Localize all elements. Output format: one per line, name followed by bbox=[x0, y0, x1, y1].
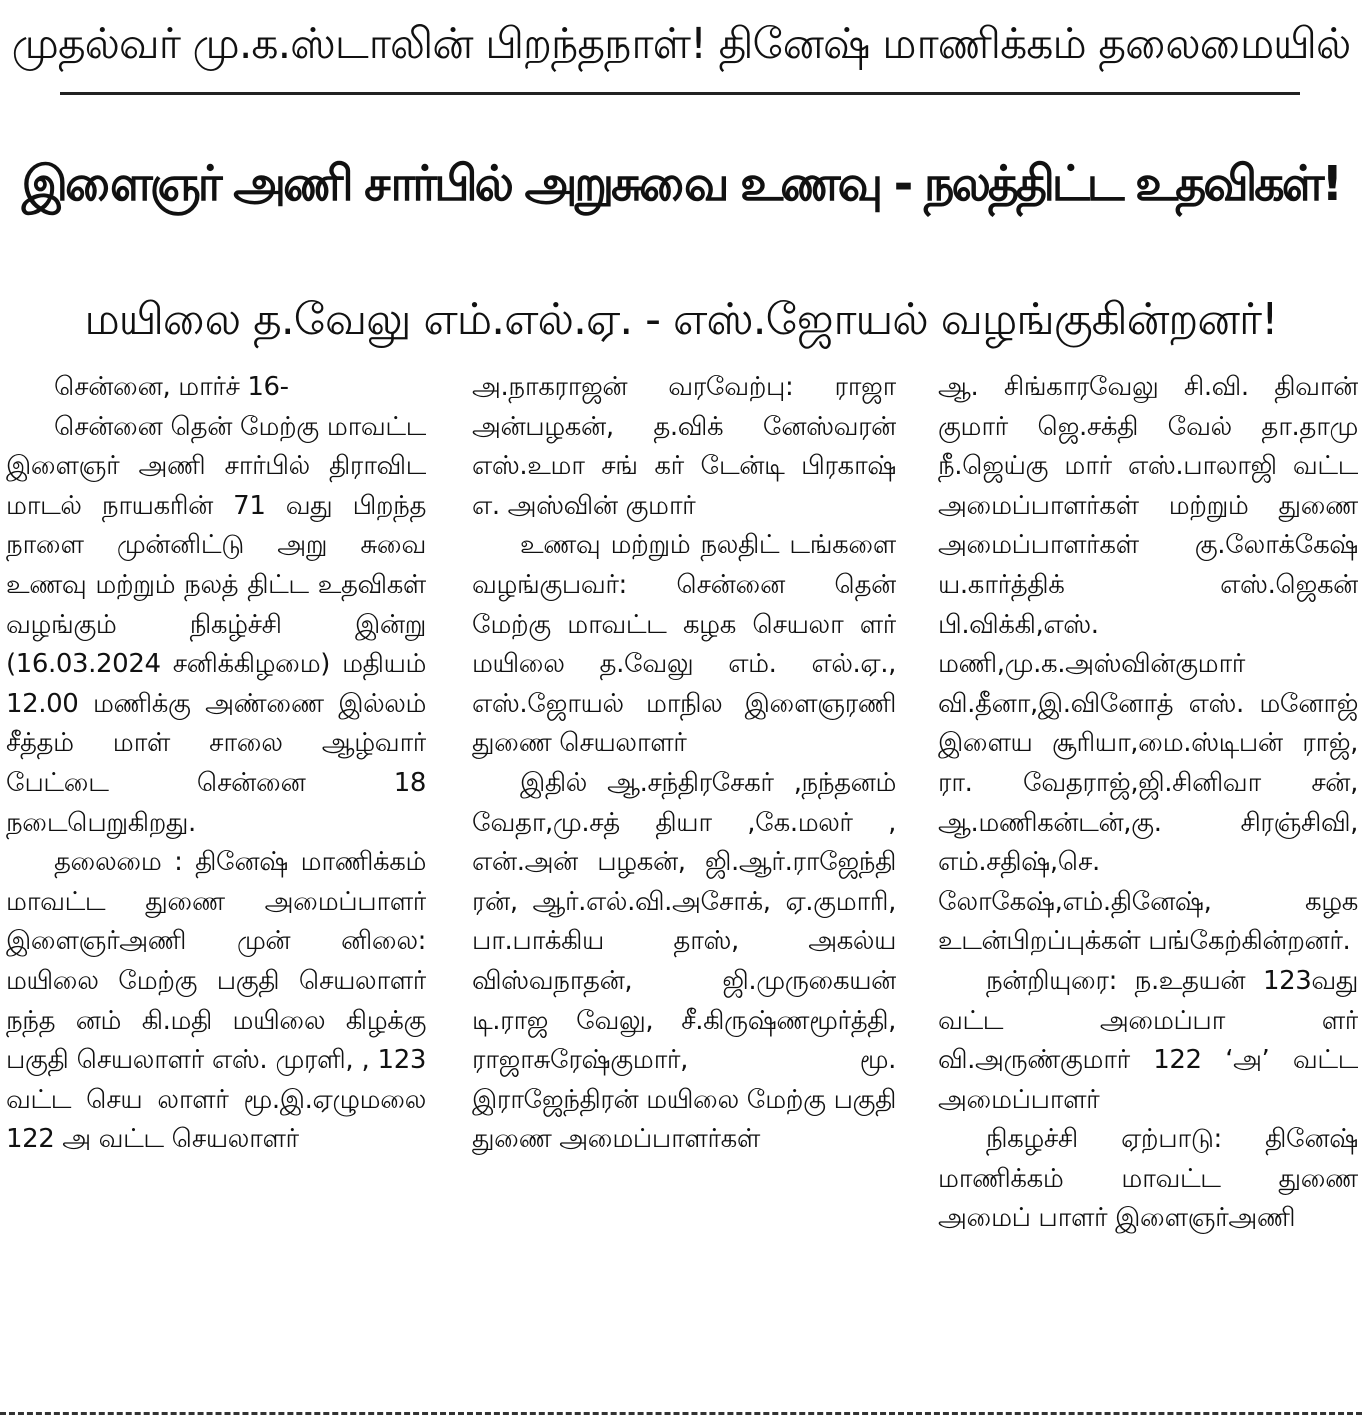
kicker-headline: முதல்வர் மு.க.ஸ்டாலின் பிறந்தநாள்! தினேஷ் மாணிக்கம் தலைமையில் bbox=[11, 19, 1351, 69]
article-paragraph: நன்றியுரை: ந.உதயன் 123வது வட்ட அமைப்பா ளர் வி.அருண்குமார் 122 ‘அ’ வட்ட அமைப்பாளர் bbox=[938, 965, 1358, 1115]
article-paragraph: அ.நாகராஜன் வரவேற்பு: ராஜா அன்பழகன், த.விக் னேஸ்வரன் எஸ்.உமா சங் கர் டேன்டி பிரகாஷ் எ. அஸ்வின் குமார் bbox=[472, 372, 896, 521]
article-column-2 bbox=[472, 368, 896, 1402]
article-paragraph: சென்னை தென் மேற்கு மாவட்ட இளைஞர் அணி சார்பில் திராவிட மாடல் நாயகரின் 71 வது பிறந்த நாளை முன்னிட்டு அறு சுவை உணவு மற்றும் நலத் திட்ட உதவிகள் வழங்கும் நிகழ்ச்சி இன்று (16.03.2024 சனிக்கிழமை) மதியம் 12.00 மணிக்கு அண்ணை இல்லம் சீத்தம் மாள் சாலை ஆழ்வார் பேட்டை சென்னை 18 நடைபெறுகிறது. bbox=[6, 411, 426, 838]
article-paragraph: நிகழச்சி ஏற்பாடு: தினேஷ் மாணிக்கம் மாவட்ட துணை அமைப் பாளர் இளைஞர்அணி bbox=[938, 1124, 1358, 1234]
article-column-1 bbox=[6, 368, 426, 1402]
headline-rule bbox=[60, 92, 1300, 95]
sub-headline: மயிலை த.வேலு எம்.எல்.ஏ. - எஸ்.ஜோயல் வழங்குகின்றனர்! bbox=[84, 294, 1278, 345]
article-column-3 bbox=[938, 368, 1358, 1402]
article-paragraph: தலைமை : தினேஷ் மாணிக்கம் மாவட்ட துணை அமைப்பாளர் இளைஞர்அணி முன் னிலை: மயிலை மேற்கு பகுதி செயலாளர் நந்த னம் கி.மதி மயிலை கிழக்கு பகுதி செயலாளர் எஸ். முரளி, , 123 வட்ட செய லாளர் மூ.இ.ஏழுமலை 122 அ வட்ட செயலாளர் bbox=[6, 847, 426, 1155]
main-headline: இளைஞர் அணி சார்பில் அறுசுவை உணவு - நலத்திட்ட உதவிகள்! bbox=[21, 156, 1341, 212]
bottom-dashed-border bbox=[0, 1412, 1362, 1415]
article-paragraph: உணவு மற்றும் நலதிட் டங்களை வழங்குபவர்: சென்னை தென் மேற்கு மாவட்ட கழக செயலா ளர் மயிலை த.வேலு எம். எல்.ஏ., எஸ்.ஜோயல் மாநில இளைஞரணி துணை செயலாளர் bbox=[472, 530, 896, 759]
dateline-paragraph: சென்னை, மார்ச் 16- bbox=[54, 372, 289, 402]
article-paragraph: ஆ. சிங்காரவேலு சி.வி. திவான் குமார் ஜெ.சக்தி வேல் தா.தாமு நீ.ஜெய்கு மார் எஸ்.பாலாஜி வட்ட அமைப்பாளர்கள் மற்றும் துணை அமைப்பாளர்கள் கு.லோக்கேஷ் ய.கார்த்திக் எஸ்.ஜெகன் பி.விக்கி,எஸ். மணி,மு.க.அஸ்வின்குமார் வி.தீனா,இ.வினோத் எஸ். மனோஜ் இளைய சூரியா,மை.ஸ்டிபன் ராஜ், ரா. வேதராஜ்,ஜி.சினிவா சன், ஆ.மணிகன்டன்,கு. சிரஞ்சிவி, எம்.சதிஷ்,செ. லோகேஷ்,எம்.தினேஷ், கழக உடன்பிறப்புக்கள் பங்கேற்கின்றனர். bbox=[938, 372, 1358, 957]
article-paragraph: இதில் ஆ.சந்திரசேகர் ,நந்தனம் வேதா,மு.சத் தியா ,கே.மலர் , என்.அன் பழகன், ஜி.ஆர்.ராஜேந்தி ரன், ஆர்.எல்.வி.அசோக், ஏ.குமாரி, பா.பாக்கிய தாஸ், அகல்ய விஸ்வநாதன், ஜி.முருகையன் டி.ராஜ வேலு, சீ.கிருஷ்ணமூர்த்தி, ராஜாசுரேஷ்குமார், மூ. இராஜேந்திரன் மயிலை மேற்கு பகுதி துணை அமைப்பாளர்கள் bbox=[472, 767, 896, 1155]
